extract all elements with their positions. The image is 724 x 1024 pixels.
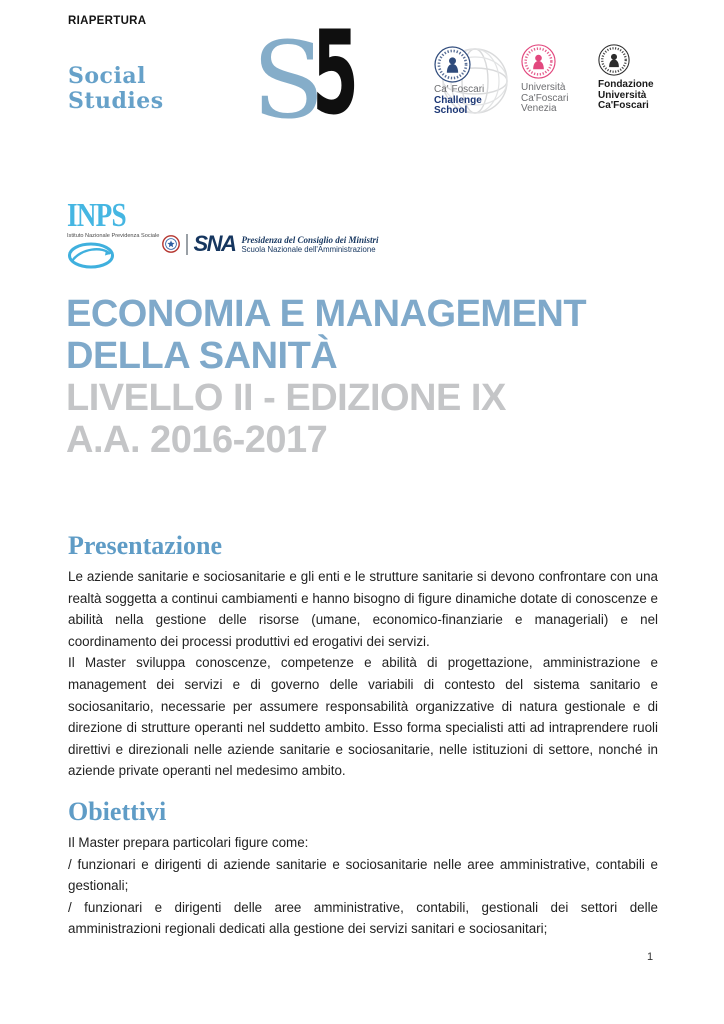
social-studies-wordmark [68,64,164,114]
foundation-logo [598,44,688,112]
challenge-school-line-3: School [434,105,468,117]
obiettivi-item-2: / funzionari e dirigenti delle aree amministrative, contabili, gestionali dei settori delle amministrazioni regionali dedicati alla gestione dei servizi sanitari e sociosanitari; [68,899,658,937]
university-name [521,83,595,115]
page-number: 1 [647,951,654,963]
challenge-school-seal-icon [434,46,471,83]
presentazione-paragraph-1: Le aziende sanitarie e sociosanitarie e gli enti e le strutture sanitarie si devono confrontare con una realtà soggetta a continui cambiamenti e hanno bisogno di figure dinamiche dotate di conoscenze e abilità nella gestione delle risorse (umane, economico-finanziarie e manageriali) e nel coordinamento dei processi produttivi ed erogativi dei servizi. [68,569,658,649]
title-line-1: ECONOMIA E MANAGEMENT [66,293,587,335]
university-line-3: Venezia [521,103,557,115]
document-title [66,293,686,461]
university-logo [521,44,595,115]
university-line-1: Università [521,82,566,93]
challenge-school-line-1: Ca' Foscari [434,84,485,95]
subtitle-line-1: LIVELLO II - EDIZIONE IX [66,377,506,419]
challenge-school-name [434,85,484,117]
obiettivi-item-1: / funzionari e dirigenti di aziende sanitarie e sociosanitarie nelle aree amministrative, contabili e gestionali; [68,856,658,894]
document-body [68,533,658,940]
s5-letter: S [252,19,325,142]
sna-logo [162,231,378,257]
university-line-2: Ca'Foscari [521,92,569,104]
foundation-line-2: Università [598,89,647,101]
challenge-school-line-2: Challenge [434,94,482,106]
s5-logo [252,6,377,142]
presentazione-paragraph-2: Il Master sviluppa conoscenze, competenze e abilità di progettazione, amministrazione e management dei servizi e di governo delle variabili di contesto del sistema sanitario e sociosanitario, necessarie per assumere responsabilità organizzative di natura gestionale e di direzione di strutture operanti nel suddetto ambito. Esso forma specialisti atti ad intraprendere ruoli direttivi e direzionali nelle aziende sanitarie e sociosanitarie, nelle istituzioni di settore, nonché in aziende private operanti nel medesimo ambito. [68,655,658,779]
inps-subtitle: Istituto Nazionale Previdenza Sociale [67,233,160,239]
foundation-name [598,80,688,112]
italy-emblem-icon [162,235,180,253]
sna-acronym: SNA [193,231,236,256]
obiettivi-heading: Obiettivi [68,796,167,826]
foundation-seal-icon [598,44,630,76]
inps-acronym: INPS [67,197,126,234]
sna-divider [186,234,188,255]
subtitle-line-2: A.A. 2016-2017 [66,419,328,461]
foundation-line-1: Fondazione [598,79,654,90]
brand-line-1: Social [68,63,146,89]
inps-swirl-icon [67,242,115,269]
sna-line-2: Scuola Nazionale dell'Amministrazione [241,244,376,254]
challenge-school-logo [430,44,518,120]
reopening-label: RIAPERTURA [68,15,147,27]
sna-name [241,235,378,254]
sna-line-1: Presidenza del Consiglio dei Ministri [241,234,379,245]
title-line-2: DELLA SANITÀ [66,335,338,377]
presentazione-heading: Presentazione [68,531,223,560]
s5-digit: 5 [312,6,359,141]
university-seal-icon [521,44,556,79]
foundation-line-3: Ca'Foscari [598,100,649,112]
brand-line-2: Studies [68,88,164,114]
obiettivi-intro: Il Master prepara particolari figure come: [68,834,309,850]
inps-logo [67,197,177,269]
